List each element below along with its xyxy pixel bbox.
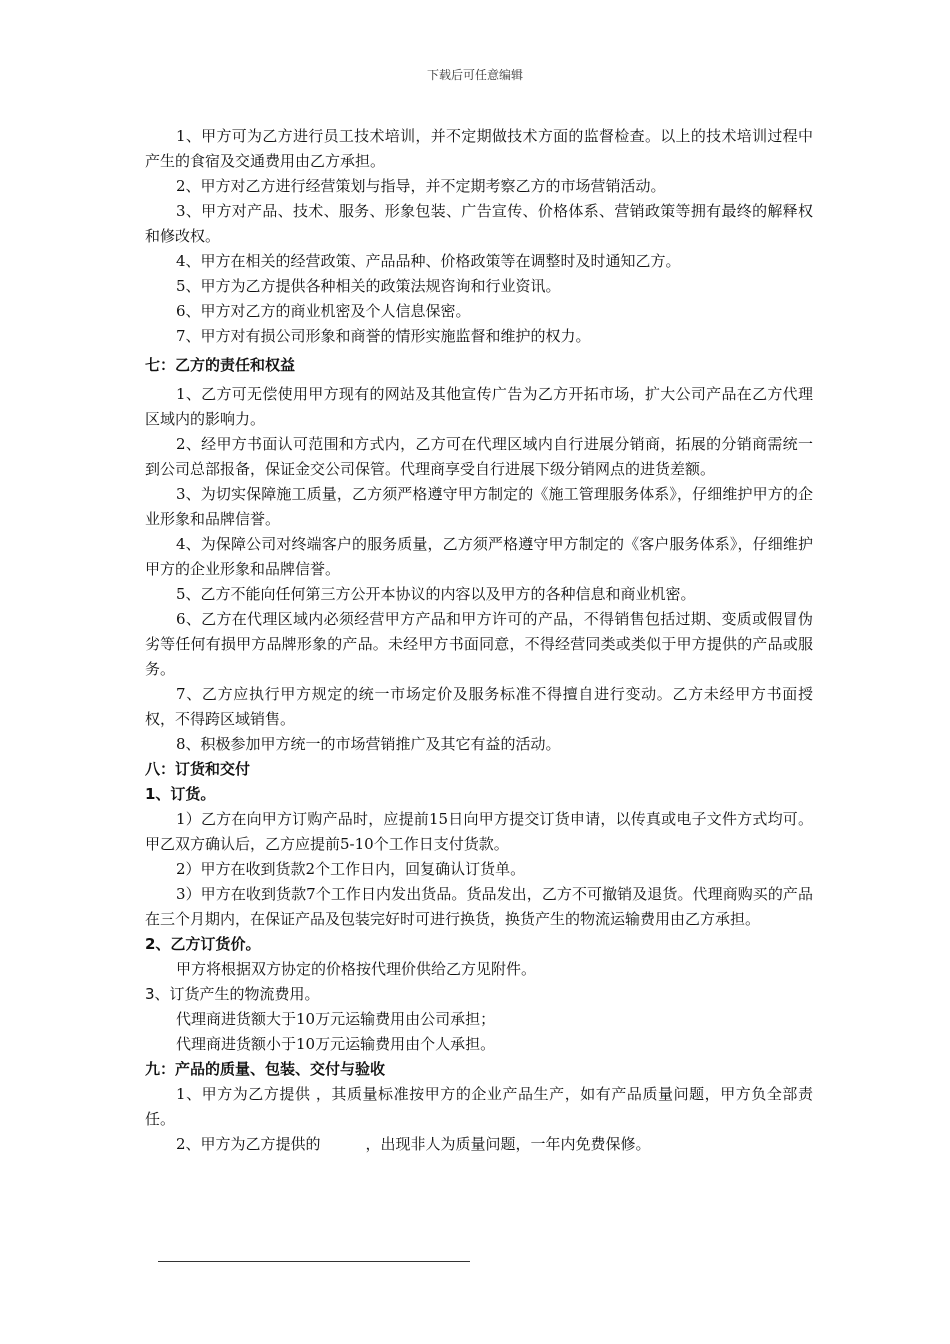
paragraph-6-3: 3、甲方对产品、技术、服务、形象包装、广告宣传、价格体系、营销政策等拥有最终的解释权和修改权。 bbox=[145, 202, 813, 245]
paragraph-6-2: 2、甲方对乙方进行经营策划与指导，并不定期考察乙方的市场营销活动。 bbox=[176, 177, 666, 195]
paragraph-8-1-2: 2）甲方在收到货款2个工作日内，回复确认订货单。 bbox=[176, 860, 526, 878]
paragraph-8-2: 甲方将根据双方协定的价格按代理价供给乙方见附件。 bbox=[176, 960, 537, 978]
paragraph-7-2: 2、经甲方书面认可范围和方式内，乙方可在代理区域内自行进展分销商，拓展的分销商需统一到公司总部报备，保证金交公司保管。代理商享受自行进展下级分销网点的进货差额。 bbox=[145, 435, 813, 478]
paragraph-8-1-1: 1）乙方在向甲方订购产品时，应提前15日向甲方提交订货申请，以传真或电子文件方式均可。甲乙双方确认后，乙方应提前5-10个工作日支付货款。 bbox=[145, 810, 813, 853]
paragraph-6-6: 6、甲方对乙方的商业机密及个人信息保密。 bbox=[176, 302, 471, 320]
subheading-8-1: 1、订货。 bbox=[145, 785, 216, 803]
paragraph-7-1: 1、乙方可无偿使用甲方现有的网站及其他宣传广告为乙方开拓市场，扩大公司产品在乙方代理区域内的影响力。 bbox=[145, 385, 813, 428]
page-header: 下载后可任意编辑 bbox=[426, 68, 523, 82]
paragraph-8-3-2: 代理商进货额小于10万元运输费用由个人承担。 bbox=[176, 1035, 496, 1053]
paragraph-7-5: 5、乙方不能向任何第三方公开本协议的内容以及甲方的各种信息和商业机密。 bbox=[176, 585, 696, 603]
paragraph-9-2: 2、甲方为乙方提供的 ，出现非人为质量问题，一年内免费保修。 bbox=[176, 1135, 651, 1153]
paragraph-7-8: 8、积极参加甲方统一的市场营销推广及其它有益的活动。 bbox=[176, 735, 561, 753]
paragraph-6-1: 1、甲方可为乙方进行员工技术培训，并不定期做技术方面的监督检查。以上的技术培训过程中产生的食宿及交通费用由乙方承担。 bbox=[145, 127, 813, 170]
subheading-8-3: 3、订货产生的物流费用。 bbox=[145, 985, 320, 1003]
section-heading-9: 九：产品的质量、包装、交付与验收 bbox=[145, 1060, 386, 1078]
section-heading-8: 八：订货和交付 bbox=[145, 760, 251, 778]
document-body bbox=[145, 124, 813, 1157]
section-heading-7: 七：乙方的责任和权益 bbox=[145, 356, 296, 374]
paragraph-7-3: 3、为切实保障施工质量，乙方须严格遵守甲方制定的《施工管理服务体系》，仔细维护甲方的企业形象和品牌信誉。 bbox=[145, 485, 813, 528]
paragraph-6-4: 4、甲方在相关的经营政策、产品品种、价格政策等在调整时及时通知乙方。 bbox=[176, 252, 681, 270]
paragraph-7-7: 7、乙方应执行甲方规定的统一市场定价及服务标准不得擅自进行变动。乙方未经甲方书面授权，不得跨区域销售。 bbox=[145, 685, 813, 728]
paragraph-8-1-3: 3）甲方在收到货款7个工作日内发出货品。货品发出，乙方不可撤销及退货。代理商购买的产品在三个月期内，在保证产品及包装完好时可进行换货，换货产生的物流运输费用由乙方承担。 bbox=[145, 885, 813, 928]
paragraph-6-5: 5、甲方为乙方提供各种相关的政策法规咨询和行业资讯。 bbox=[176, 277, 561, 295]
paragraph-8-3-1: 代理商进货额大于10万元运输费用由公司承担； bbox=[176, 1010, 496, 1028]
paragraph-7-4: 4、为保障公司对终端客户的服务质量，乙方须严格遵守甲方制定的《客户服务体系》，仔细维护甲方的企业形象和品牌信誉。 bbox=[145, 535, 813, 578]
subheading-8-2: 2、乙方订货价。 bbox=[145, 935, 261, 953]
paragraph-6-7: 7、甲方对有损公司形象和商誉的情形实施监督和维护的权力。 bbox=[176, 327, 591, 345]
footnote-separator-line bbox=[158, 1261, 470, 1262]
paragraph-7-6: 6、乙方在代理区域内必须经营甲方产品和甲方许可的产品，不得销售包括过期、变质或假冒伪劣等任何有损甲方品牌形象的产品。未经甲方书面同意，不得经营同类或类似于甲方提供的产品或服务。 bbox=[145, 610, 813, 678]
paragraph-9-1: 1、甲方为乙方提供 ，其质量标准按甲方的企业产品生产，如有产品质量问题，甲方负全部责任。 bbox=[145, 1085, 813, 1128]
